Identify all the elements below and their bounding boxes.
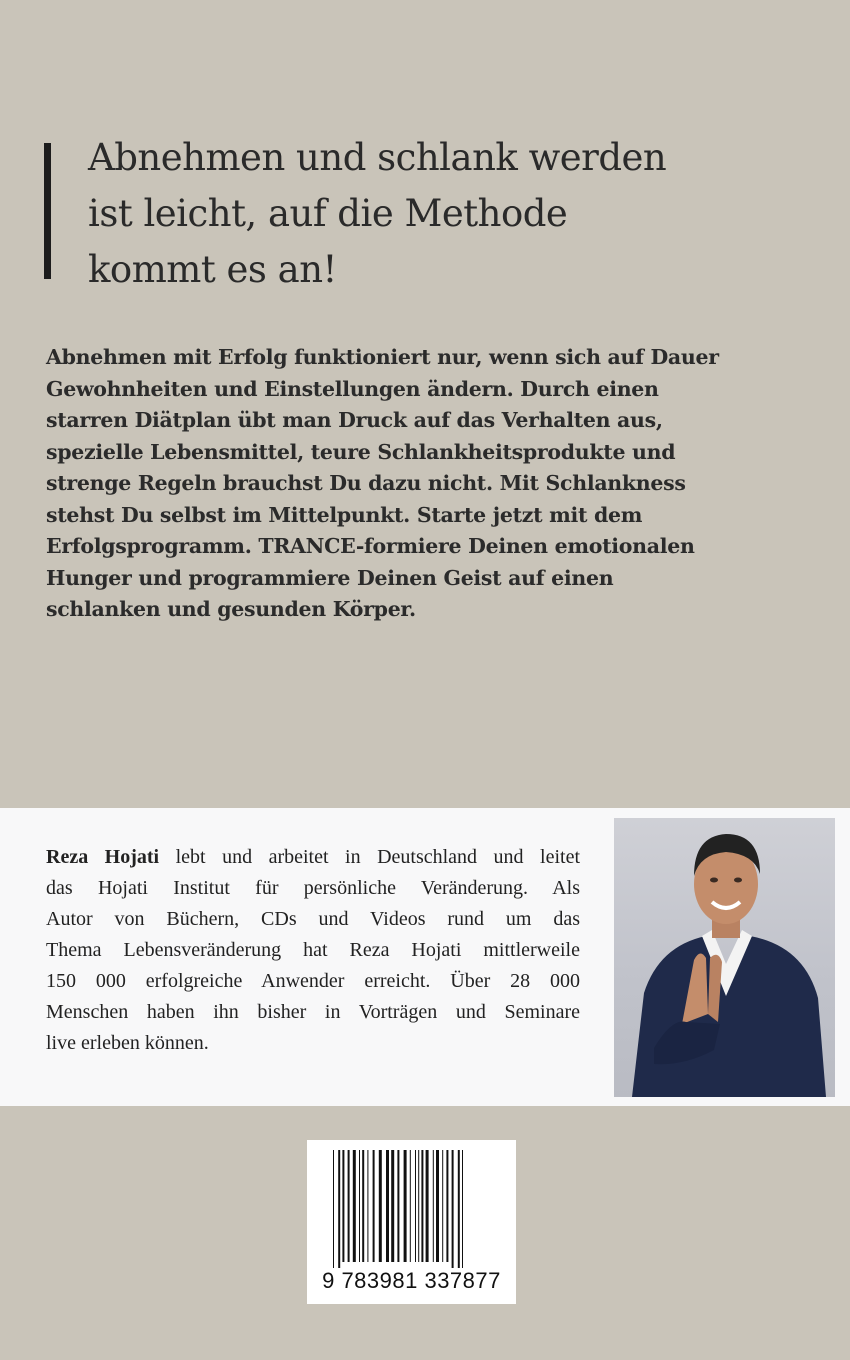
barcode-bar <box>333 1150 334 1268</box>
book-description <box>46 342 766 626</box>
description-line: spezielle Lebensmittel, teure Schlankheitsprodukte und <box>46 439 676 464</box>
headline-line: kommt es an! <box>88 248 337 291</box>
barcode-bar <box>462 1150 463 1268</box>
barcode-bar <box>458 1150 460 1268</box>
barcode-bar <box>397 1150 399 1262</box>
barcode-bar <box>386 1150 389 1262</box>
author-bio-line: Autor von Büchern, CDs und Videos rund um das <box>46 908 580 930</box>
author-name: Reza Hojati <box>46 846 160 868</box>
barcode-bar <box>373 1150 375 1262</box>
author-portrait-icon <box>614 818 835 1097</box>
description-line: Erfolgsprogramm. TRANCE-formiere Deinen emotionalen <box>46 534 695 558</box>
author-bio-line: Thema Lebensveränderung hat Reza Hojati mittlerweile <box>46 939 580 961</box>
description-line: Hunger und programmiere Deinen Geist auf einen <box>46 565 614 590</box>
author-bio-first-line: lebt und arbeitet in Deutschland und leitet <box>175 846 581 868</box>
description-line: Abnehmen mit Erfolg funktioniert nur, wenn sich auf Dauer <box>46 345 719 369</box>
author-bio-line <box>46 842 580 873</box>
barcode-bar <box>426 1150 429 1262</box>
barcode-bar <box>452 1150 454 1268</box>
author-photo <box>614 818 835 1097</box>
author-bio-line: 150 000 erfolgreiche Anwender erreicht. Über 28 000 <box>46 970 580 992</box>
barcode-bar <box>362 1150 364 1262</box>
barcode-bar <box>421 1150 423 1262</box>
barcode-bar <box>367 1150 368 1262</box>
barcode-bar <box>433 1150 434 1262</box>
barcode-bar <box>353 1150 356 1262</box>
author-bio-line: live erleben können. <box>46 1032 209 1054</box>
barcode-bar <box>404 1150 407 1262</box>
description-line: starren Diätplan übt man Druck auf das Verhalten aus, <box>46 408 663 432</box>
barcode-bar <box>342 1150 344 1262</box>
barcode-bar <box>436 1150 439 1262</box>
quote-accent-bar <box>44 143 51 279</box>
barcode-bar <box>410 1150 411 1262</box>
barcode-bar <box>348 1150 350 1262</box>
author-bio <box>46 842 580 1059</box>
author-bio-line: Menschen haben ihn bisher in Vorträgen und Seminare <box>46 1001 580 1023</box>
headline-line: Abnehmen und schlank werden <box>88 136 667 179</box>
barcode-bar <box>391 1150 394 1262</box>
barcode-bar <box>359 1150 360 1262</box>
description-line: strenge Regeln brauchst Du dazu nicht. Mit Schlankness <box>46 471 686 495</box>
headline <box>88 130 788 298</box>
barcode-bar <box>379 1150 382 1262</box>
description-line: Gewohnheiten und Einstellungen ändern. Durch einen <box>46 376 659 401</box>
headline-line: ist leicht, auf die Methode <box>88 192 568 235</box>
barcode-bar <box>338 1150 340 1268</box>
barcode-bar <box>415 1150 416 1262</box>
description-line: schlanken und gesunden Körper. <box>46 597 416 621</box>
barcode-bar <box>446 1150 448 1262</box>
author-bio-line: das Hojati Institut für persönliche Veränderung. Als <box>46 877 580 899</box>
barcode-bar <box>442 1150 443 1262</box>
barcode-bar <box>418 1150 419 1262</box>
description-line: stehst Du selbst im Mittelpunkt. Starte jetzt mit dem <box>46 502 643 527</box>
barcode-digits: 9 783981 337877 <box>310 1268 513 1294</box>
